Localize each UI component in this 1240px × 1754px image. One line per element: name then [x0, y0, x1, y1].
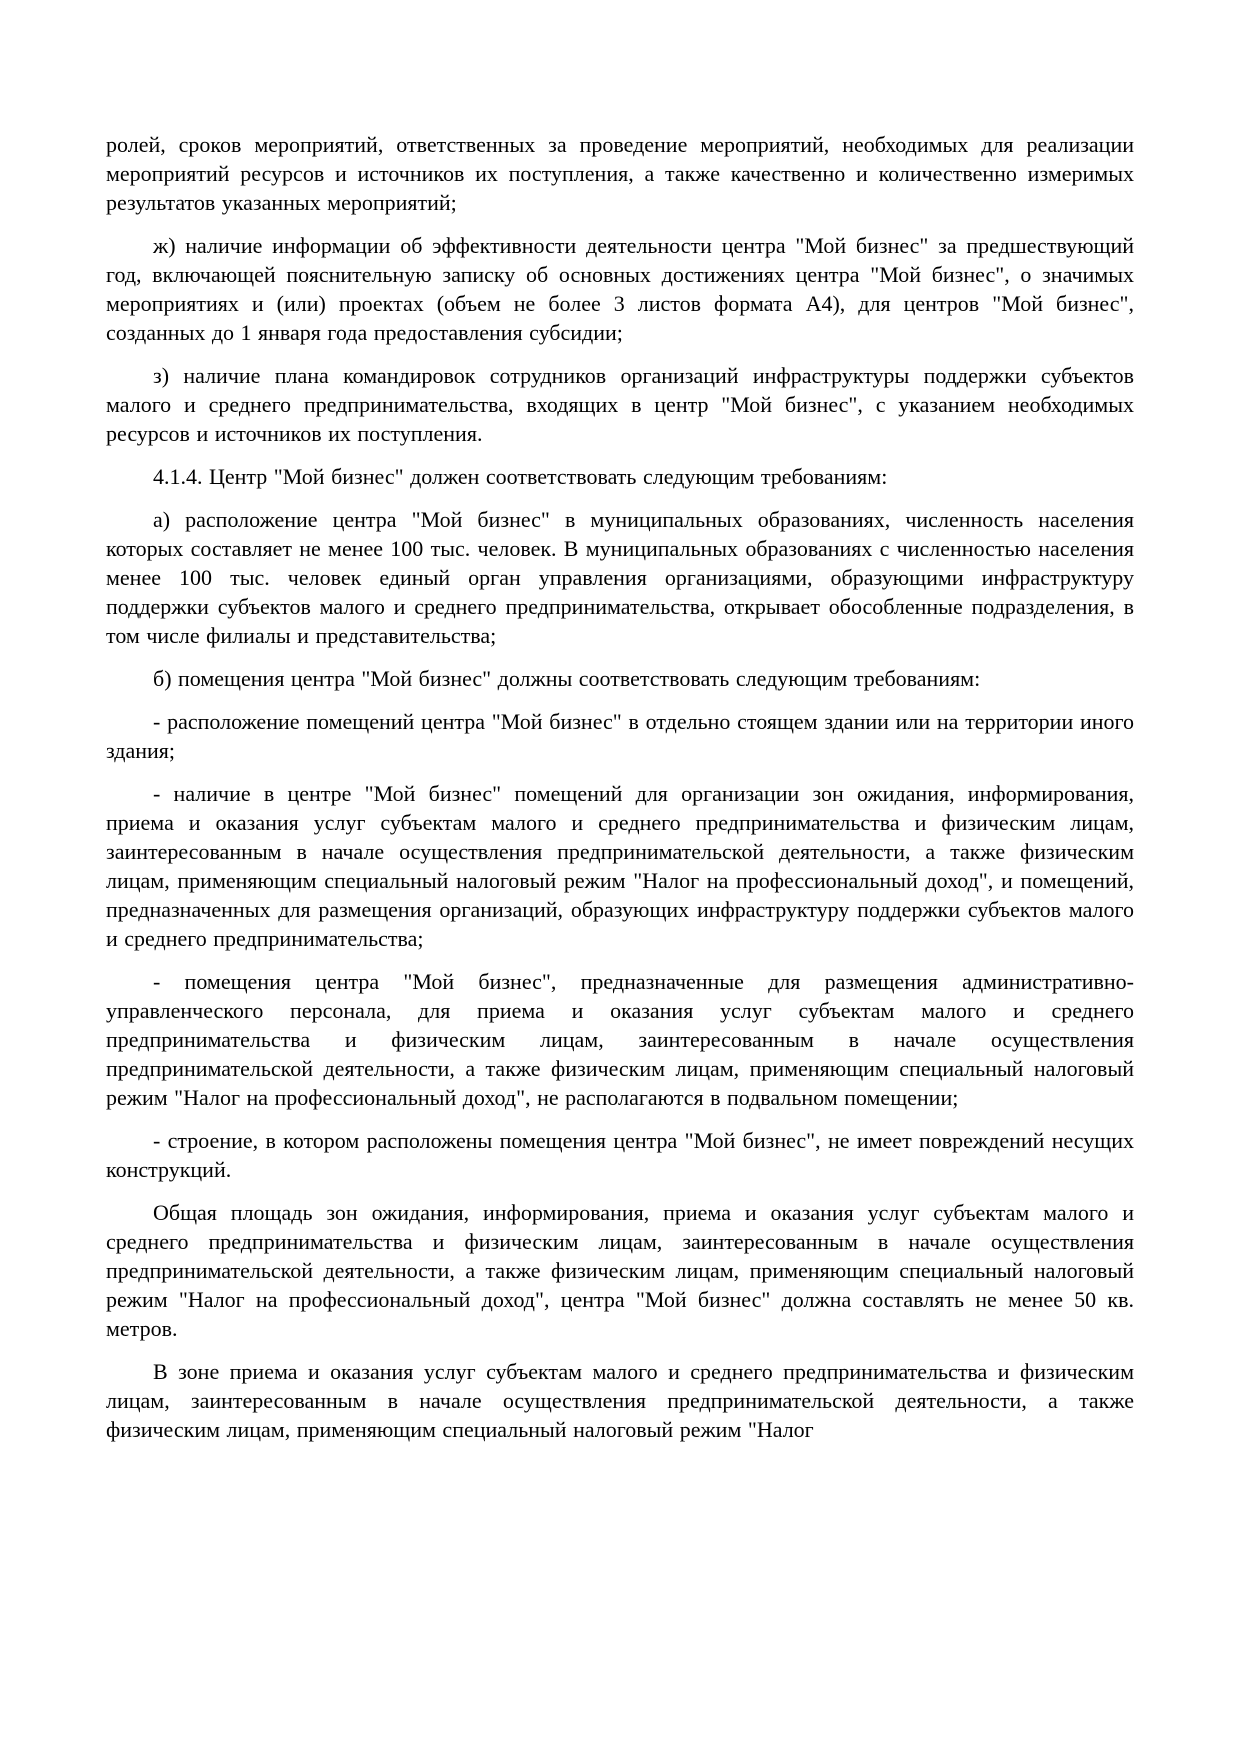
paragraph-total-area: Общая площадь зон ожидания, информирования, приема и оказания услуг субъектам малого и среднего предпринимательства и физическим лицам, заинтересованным в начале осуществления предпринимательской деятельности, а также физическим лицам, применяющим специальный налоговый режим "Налог на профессиональный доход", центра "Мой бизнес" должна составлять не менее 50 кв. метров. [106, 1200, 1134, 1341]
paragraph-dash-2: - наличие в центре "Мой бизнес" помещений для организации зон ожидания, информирования, приема и оказания услуг субъектам малого и среднего предпринимательства и физическим лицам, заинтересованным в начале осуществления предпринимательской деятельности, а также физическим лицам, применяющим специальный налоговый режим "Налог на профессиональный доход", и помещений, предназначенных для размещения организаций, образующих инфраструктуру поддержки субъектов малого и среднего предпринимательства; [106, 781, 1134, 951]
paragraph-item-zh: ж) наличие информации об эффективности деятельности центра "Мой бизнес" за предшествующий год, включающей пояснительную записку об основных достижениях центра "Мой бизнес", о значимых мероприятиях и (или) проектах (объем не более 3 листов формата А4), для центров "Мой бизнес", созданных до 1 января года предоставления субсидии; [106, 233, 1134, 345]
paragraph-dash-1: - расположение помещений центра "Мой бизнес" в отдельно стоящем здании или на территории иного здания; [106, 709, 1134, 763]
paragraph-reception-zone: В зоне приема и оказания услуг субъектам малого и среднего предпринимательства и физическим лицам, заинтересованным в начале осуществления предпринимательской деятельности, а также физическим лицам, применяющим специальный налоговый режим "Налог [106, 1359, 1134, 1442]
paragraph-dash-4: - строение, в котором расположены помещения центра "Мой бизнес", не имеет повреждений несущих конструкций. [106, 1128, 1134, 1182]
paragraph-continuation: ролей, сроков мероприятий, ответственных за проведение мероприятий, необходимых для реализации мероприятий ресурсов и источников их поступления, а также качественно и количественно измеримых результатов указанных мероприятий; [106, 132, 1134, 215]
paragraph-item-b: б) помещения центра "Мой бизнес" должны соответствовать следующим требованиям: [153, 666, 981, 691]
paragraph-section-4-1-4: 4.1.4. Центр "Мой бизнес" должен соответствовать следующим требованиям: [153, 464, 888, 489]
paragraph-dash-3: - помещения центра "Мой бизнес", предназначенные для размещения административно-управленческого персонала, для приема и оказания услуг субъектам малого и среднего предпринимательства и физическим лицам, заинтересованным в начале осуществления предпринимательской деятельности, а также физическим лицам, применяющим специальный налоговый режим "Налог на профессиональный доход", не располагаются в подвальном помещении; [106, 969, 1134, 1110]
paragraph-item-z: з) наличие плана командировок сотрудников организаций инфраструктуры поддержки субъектов малого и среднего предпринимательства, входящих в центр "Мой бизнес", с указанием необходимых ресурсов и источников их поступления. [106, 363, 1134, 446]
paragraph-item-a: а) расположение центра "Мой бизнес" в муниципальных образованиях, численность населения которых составляет не менее 100 тыс. человек. В муниципальных образованиях с численностью населения менее 100 тыс. человек единый орган управления организациями, образующими инфраструктуру поддержки субъектов малого и среднего предпринимательства, открывает обособленные подразделения, в том числе филиалы и представительства; [106, 507, 1134, 648]
